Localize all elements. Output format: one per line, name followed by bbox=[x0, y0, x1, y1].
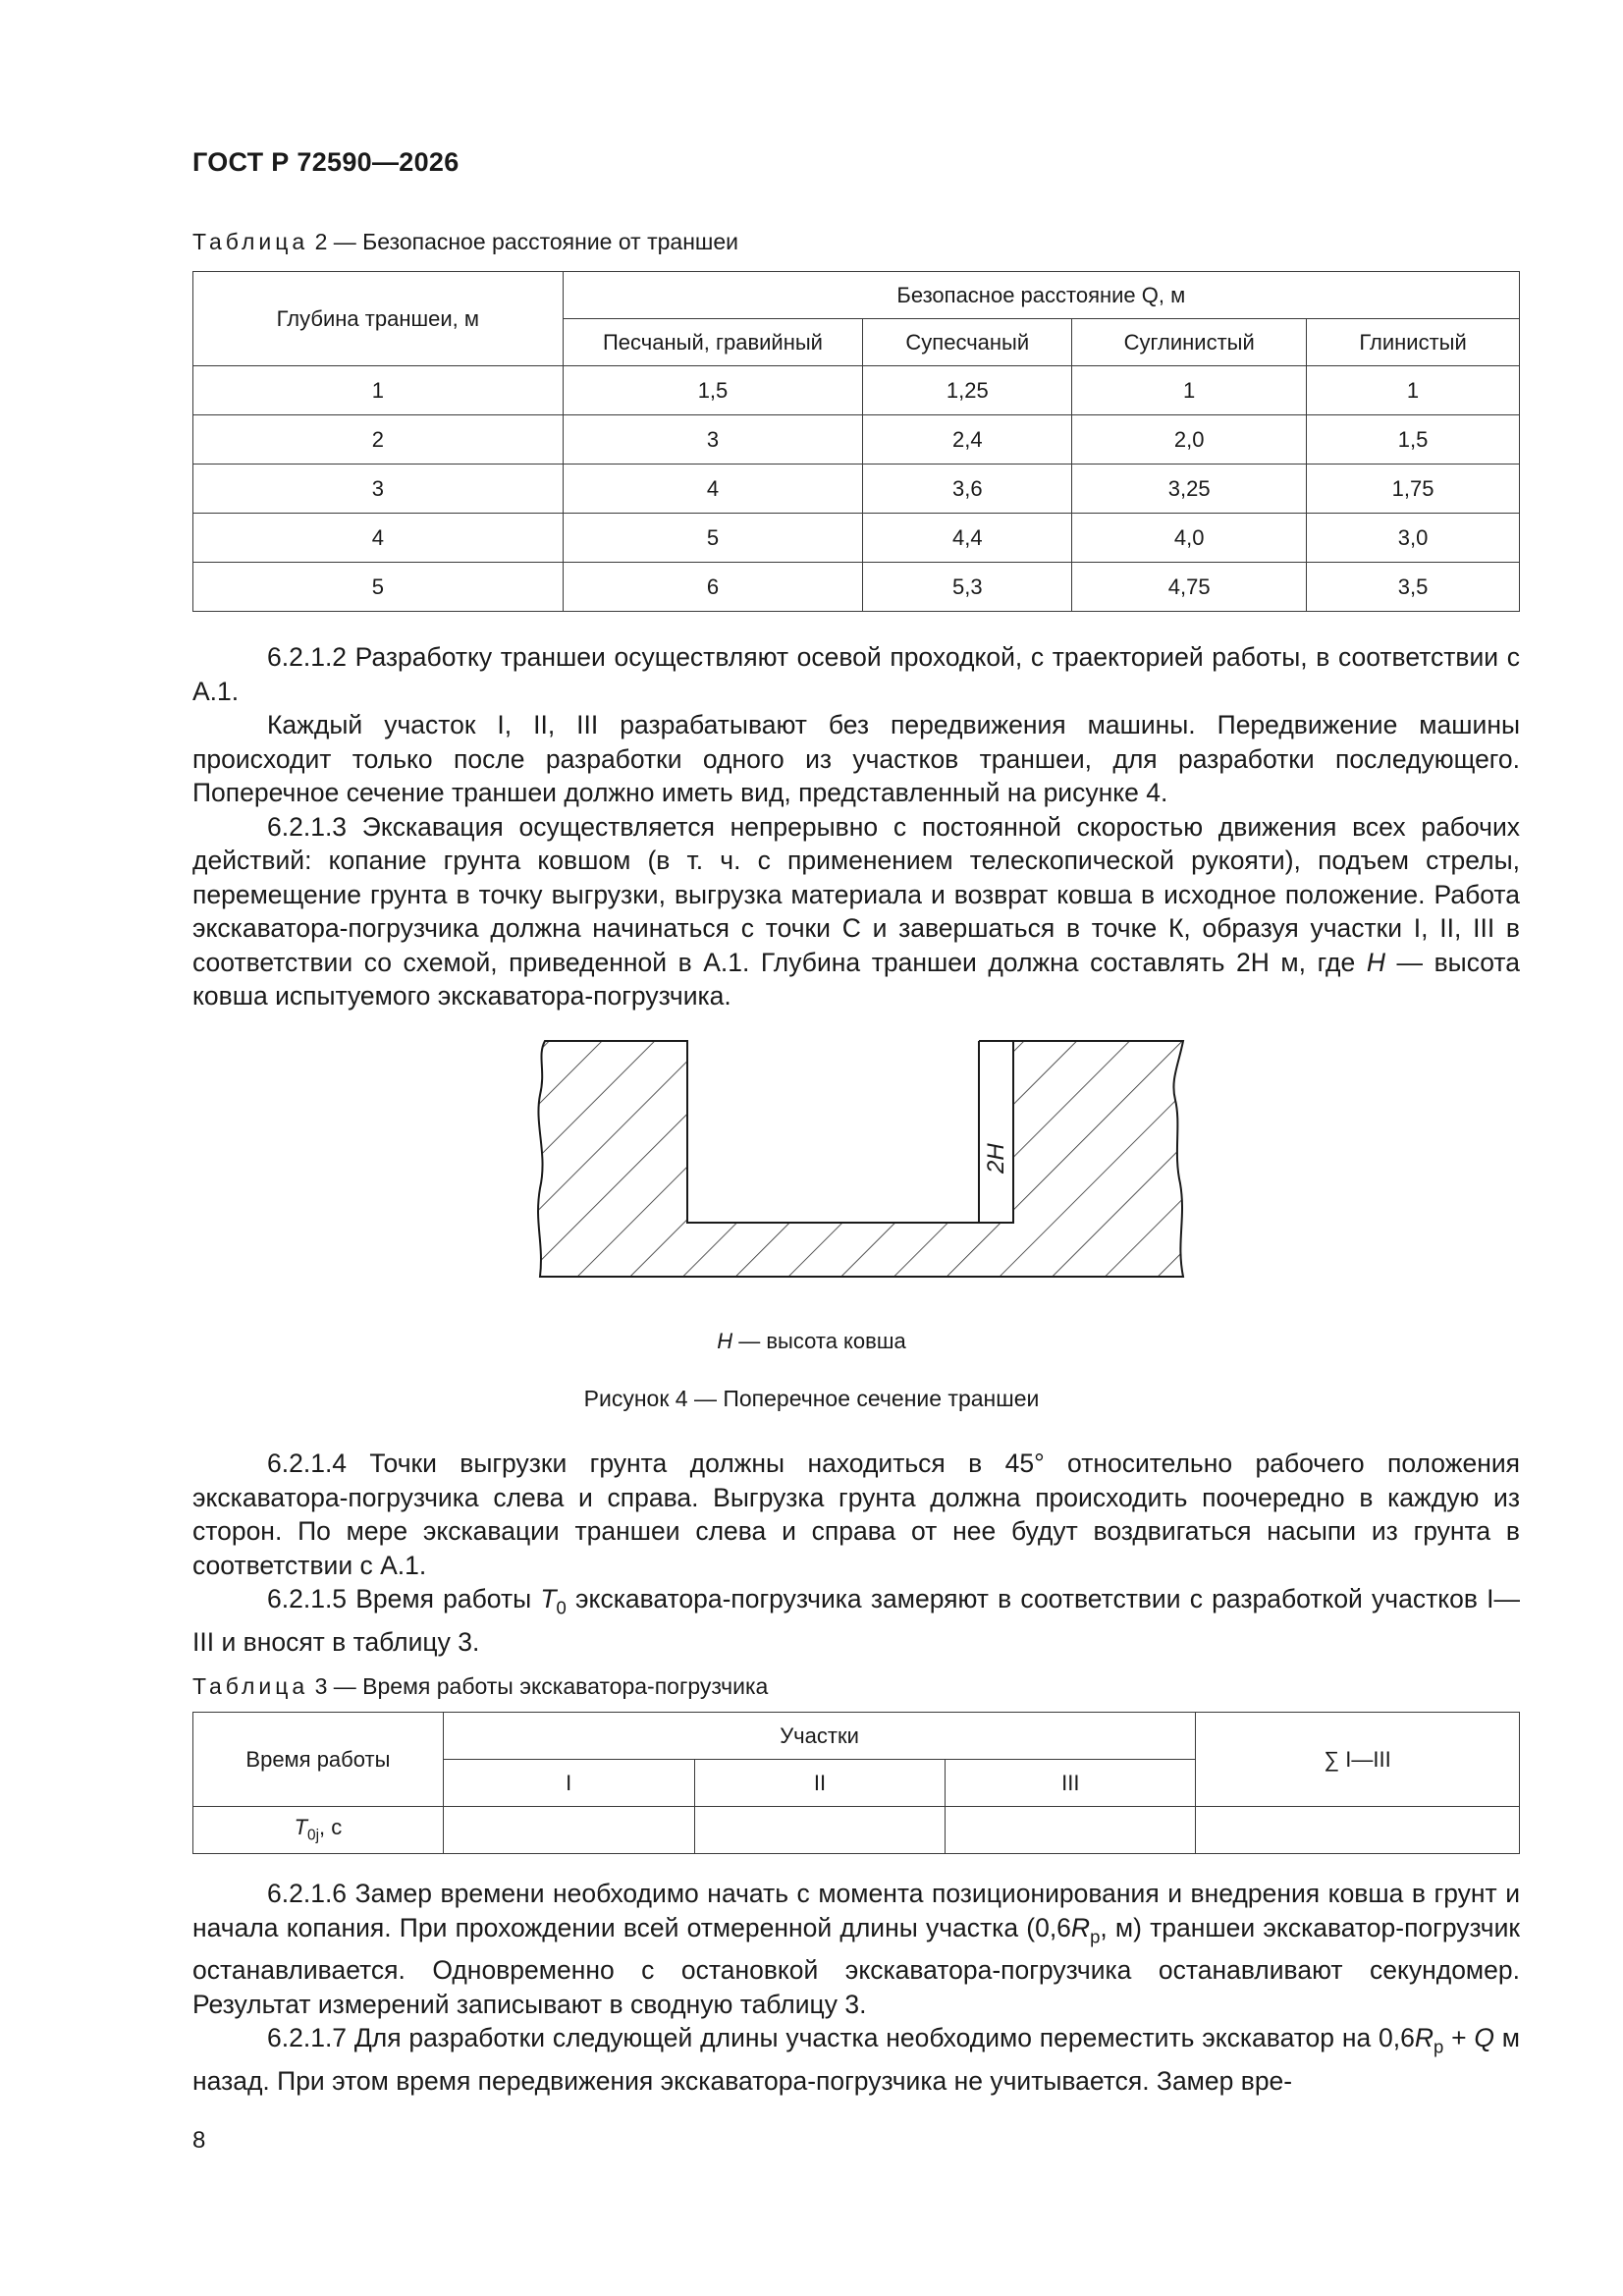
table-cell: 2,0 bbox=[1072, 415, 1307, 465]
paragraph-text: 6.2.1.5 Время работы bbox=[267, 1584, 541, 1613]
paragraph-text: — высота ковша испытуемого экскаватора-погрузчика. bbox=[192, 947, 1520, 1011]
subscript: 0j bbox=[307, 1827, 320, 1844]
trench-cross-section-figure bbox=[511, 1026, 1198, 1291]
document-header: ГОСТ Р 72590—2026 bbox=[192, 147, 460, 177]
table2-group-header: Безопасное расстояние Q, м bbox=[563, 272, 1519, 319]
soil-section-hatched bbox=[538, 1041, 1183, 1277]
table-row bbox=[193, 415, 1520, 465]
text-block-2 bbox=[192, 1447, 1520, 1659]
table-row bbox=[193, 514, 1520, 563]
table2 bbox=[192, 271, 1520, 612]
paragraph-text: м назад. При этом время передвижения экскаватора-погрузчика не учитывается. Замер вре- bbox=[192, 2023, 1520, 2097]
paragraph-text: , м) траншеи экскаватор-погрузчик останавливается. Одновременно с остановкой экскаватора-погрузчика останавливают секундомер. Результат измерений записывают в сводную таблицу 3. bbox=[192, 1912, 1520, 2019]
table2-caption bbox=[192, 229, 738, 255]
table-cell: 3,6 bbox=[863, 465, 1072, 514]
table2-caption-text: 2 — Безопасное расстояние от траншеи bbox=[308, 229, 738, 254]
table-cell: 1 bbox=[1307, 366, 1520, 415]
paragraph bbox=[192, 810, 1520, 1013]
table3-row-label bbox=[193, 1807, 444, 1854]
table3-section-header: I bbox=[443, 1760, 694, 1807]
table-cell: 4,75 bbox=[1072, 563, 1307, 612]
trench-strip bbox=[980, 1042, 1012, 1222]
table2-soil-header: Песчаный, гравийный bbox=[563, 319, 863, 366]
table-cell: 1 bbox=[1072, 366, 1307, 415]
paragraph-text: 6.2.1.7 Для разработки следующей длины участка необходимо переместить экскаватор на 0,6 bbox=[267, 2023, 1415, 2053]
unit-label: , с bbox=[319, 1815, 343, 1840]
table-cell: 3,5 bbox=[1307, 563, 1520, 612]
table-cell: 5 bbox=[563, 514, 863, 563]
subscript: р bbox=[1433, 2036, 1444, 2057]
subscript: 0 bbox=[556, 1597, 567, 1618]
paragraph-text: 6.2.1.3 Экскавация осуществляется непрерывно с постоянной скоростью движения всех рабочих действий: копание грунта ковшом (в т. ч. с применением телескопической рукояти), подъем стрелы, перемещение грунта в точку выгрузки, выгрузка материала и возврат ковша в исходное положение. Работа экскаватора-погрузчика должна начинаться с точки С и завершаться в точке К, образуя участки I, II, III в соответствии со схемой, приведенной в А.1. Глубина траншеи должна составлять 2Н м, где bbox=[192, 811, 1520, 977]
subscript: р bbox=[1090, 1925, 1101, 1946]
table-cell: 4,4 bbox=[863, 514, 1072, 563]
table-cell: 1,75 bbox=[1307, 465, 1520, 514]
paragraph: 6.2.1.2 Разработку траншеи осуществляют осевой проходкой, с траекторией работы, в соответствии с А.1. bbox=[192, 642, 1520, 706]
table-cell: 1 bbox=[193, 366, 564, 415]
table-cell: 4 bbox=[563, 465, 863, 514]
table-cell: 5 bbox=[193, 563, 564, 612]
variable-q: Q bbox=[1474, 2023, 1494, 2053]
figure-note bbox=[0, 1329, 1623, 1354]
table-cell: 3 bbox=[193, 465, 564, 514]
table-row bbox=[193, 366, 1520, 415]
paragraph bbox=[192, 2021, 1520, 2098]
paragraph-text: экскаватора-погрузчика замеряют в соответствии с разработкой участков I—III и вносят в таблицу 3. bbox=[192, 1584, 1521, 1657]
paragraph-text: + bbox=[1443, 2023, 1475, 2053]
dimension-label-2h: 2H bbox=[983, 1143, 1009, 1174]
table-cell: 5,3 bbox=[863, 563, 1072, 612]
figure-note-text: — высота ковша bbox=[732, 1329, 906, 1353]
variable-h: Н bbox=[1366, 947, 1385, 977]
variable-r: R bbox=[1070, 1912, 1091, 1942]
table3-sum-header: ∑ I—III bbox=[1196, 1713, 1520, 1807]
table-cell-empty bbox=[443, 1807, 694, 1854]
table3-section-header: II bbox=[694, 1760, 946, 1807]
table-cell: 2,4 bbox=[863, 415, 1072, 465]
variable-t: T bbox=[294, 1815, 308, 1840]
variable-t: T bbox=[540, 1584, 557, 1613]
table-cell: 1,5 bbox=[563, 366, 863, 415]
table3-group-header: Участки bbox=[443, 1713, 1195, 1760]
paragraph: Каждый участок I, II, III разрабатывают без передвижения машины. Передвижение машины происходит только после разработки одного из участков траншеи, для разработки последующего. Поперечное сечение траншеи должно иметь вид, представленный на рисунке 4. bbox=[192, 710, 1520, 807]
text-block-1 bbox=[192, 640, 1520, 1013]
table-cell: 1,25 bbox=[863, 366, 1072, 415]
table-row bbox=[193, 563, 1520, 612]
table-cell: 6 bbox=[563, 563, 863, 612]
text-block-3 bbox=[192, 1877, 1520, 2099]
variable-r: R bbox=[1414, 2023, 1434, 2053]
table-cell: 3 bbox=[563, 415, 863, 465]
table2-soil-header: Суглинистый bbox=[1072, 319, 1307, 366]
table3-caption bbox=[192, 1673, 768, 1700]
table2-soil-header: Супесчаный bbox=[863, 319, 1072, 366]
table-row bbox=[193, 465, 1520, 514]
table-row bbox=[193, 1807, 1520, 1854]
table-cell: 4 bbox=[193, 514, 564, 563]
table2-soil-header: Глинистый bbox=[1307, 319, 1520, 366]
figure-caption: Рисунок 4 — Поперечное сечение траншеи bbox=[583, 1386, 1040, 1411]
paragraph bbox=[192, 1877, 1520, 2021]
table-cell: 3,0 bbox=[1307, 514, 1520, 563]
table-cell: 3,25 bbox=[1072, 465, 1307, 514]
table2-caption-word: Таблица bbox=[192, 229, 309, 254]
table-cell: 2 bbox=[193, 415, 564, 465]
table-cell: 4,0 bbox=[1072, 514, 1307, 563]
table3 bbox=[192, 1712, 1520, 1854]
table3-section-header: III bbox=[946, 1760, 1196, 1807]
table-cell-empty bbox=[1196, 1807, 1520, 1854]
paragraph: 6.2.1.4 Точки выгрузки грунта должны находиться в 45° относительно рабочего положения экскаватора-погрузчика слева и справа. Выгрузка грунта должна происходить поочередно в каждую из сторон. По мере экскавации траншеи слева и справа от нее будут воздвигаться насыпи из грунта в соответствии с А.1. bbox=[192, 1449, 1520, 1580]
table3-caption-text: 3 — Время работы экскаватора-погрузчика bbox=[308, 1673, 769, 1699]
table-cell-empty bbox=[694, 1807, 946, 1854]
table3-caption-word: Таблица bbox=[192, 1673, 309, 1699]
table2-depth-header: Глубина траншеи, м bbox=[193, 272, 564, 366]
paragraph-text: 6.2.1.6 Замер времени необходимо начать с момента позиционирования и внедрения ковша в грунт и начала копания. При прохождении всей отмеренной длины участка (0,6 bbox=[192, 1879, 1520, 1942]
table-cell: 1,5 bbox=[1307, 415, 1520, 465]
page-number: 8 bbox=[192, 2127, 206, 2154]
variable-h: H bbox=[717, 1329, 733, 1353]
table3-time-header: Время работы bbox=[193, 1713, 444, 1807]
paragraph bbox=[192, 1582, 1520, 1659]
table-cell-empty bbox=[946, 1807, 1196, 1854]
